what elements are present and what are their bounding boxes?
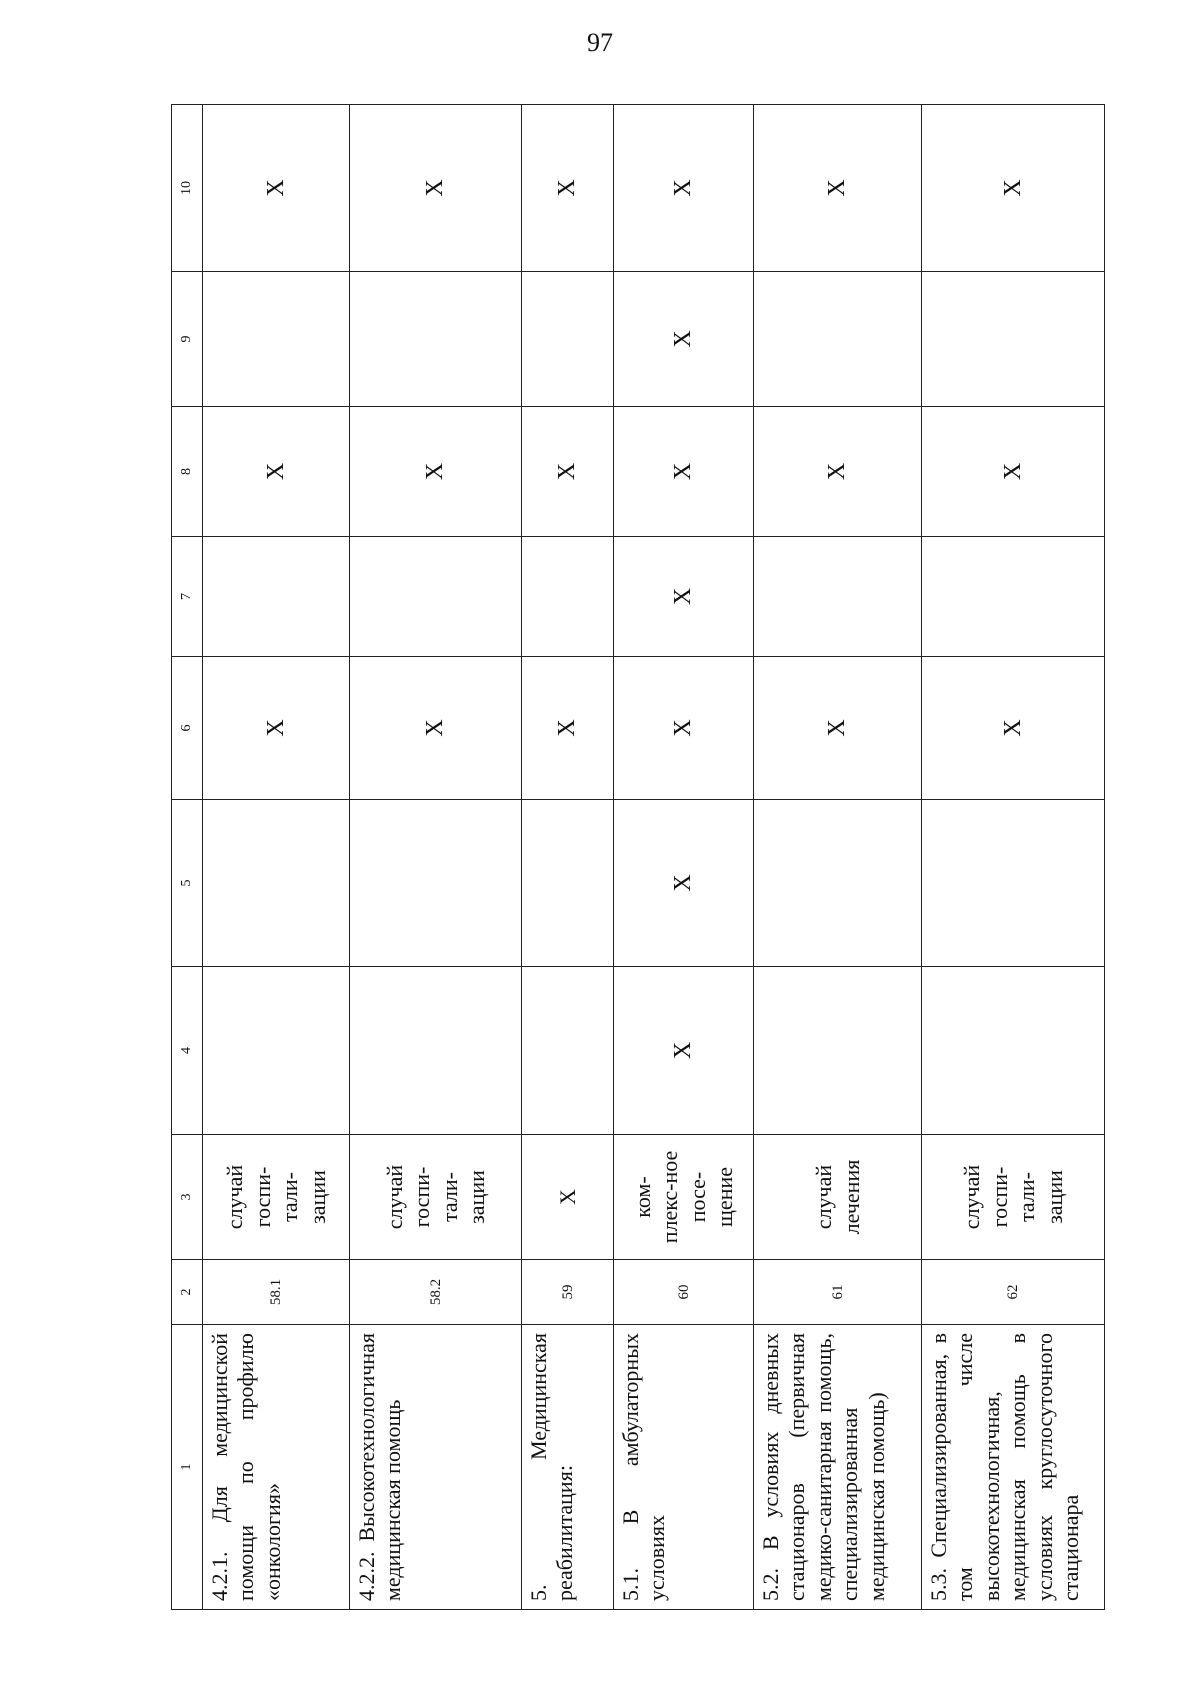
row-label: 5.3. Специализированная, в том числе высокотехнологичная, медицинская помощь в условиях круглосуточного стационара	[922, 1325, 1105, 1610]
cell-col4	[522, 967, 614, 1135]
unit-cell	[754, 1135, 922, 1260]
unit-text: случай госпи-тали-зации	[222, 1164, 330, 1230]
table-row	[350, 105, 522, 1610]
cell-col10: X	[203, 105, 350, 272]
unit-cell	[350, 1135, 522, 1260]
cell-col5	[922, 800, 1105, 967]
row-number: 58.2	[350, 1260, 522, 1325]
cell-col10: X	[522, 105, 614, 272]
column-number: 10	[172, 105, 203, 272]
unit-text: случай госпи-тали-зации	[381, 1164, 489, 1230]
table-row	[614, 105, 754, 1610]
column-number: 7	[172, 537, 203, 657]
unit-text: ком-плекс-ное посе-щение	[629, 1150, 737, 1244]
cell-col10: X	[922, 105, 1105, 272]
cell-col6: X	[922, 657, 1105, 800]
cell-col10: X	[350, 105, 522, 272]
table-row	[522, 105, 614, 1610]
column-number: 9	[172, 272, 203, 407]
row-number: 61	[754, 1260, 922, 1325]
cell-col10: X	[614, 105, 754, 272]
cell-col4	[350, 967, 522, 1135]
cell-col7	[350, 537, 522, 657]
cell-col5	[522, 800, 614, 967]
column-number: 4	[172, 967, 203, 1135]
unit-cell	[614, 1135, 754, 1260]
unit-cell	[922, 1135, 1105, 1260]
row-number: 62	[922, 1260, 1105, 1325]
row-label: 5. Медицинская реабилитация:	[522, 1325, 614, 1610]
cell-col9	[754, 272, 922, 407]
cell-col6: X	[350, 657, 522, 800]
cell-col8: X	[922, 407, 1105, 537]
cell-col7	[203, 537, 350, 657]
table-row	[922, 105, 1105, 1610]
row-number: 58.1	[203, 1260, 350, 1325]
cell-col4	[922, 967, 1105, 1135]
table-row	[203, 105, 350, 1610]
cell-col6: X	[754, 657, 922, 800]
cell-col5	[350, 800, 522, 967]
data-table	[171, 104, 1105, 1610]
cell-col10: X	[754, 105, 922, 272]
cell-col9	[350, 272, 522, 407]
cell-col9: X	[614, 272, 754, 407]
cell-col4	[203, 967, 350, 1135]
cell-col9	[922, 272, 1105, 407]
cell-col6: X	[614, 657, 754, 800]
column-number: 6	[172, 657, 203, 800]
cell-col8: X	[614, 407, 754, 537]
unit-cell	[522, 1135, 614, 1260]
column-number: 1	[172, 1325, 203, 1610]
page-number: 97	[587, 28, 613, 57]
cell-col8: X	[754, 407, 922, 537]
cell-col4	[754, 967, 922, 1135]
table-container	[171, 105, 1099, 1610]
row-label: 4.2.1. Для медицинской помощи по профилю «онкология»	[203, 1325, 350, 1610]
cell-col9	[522, 272, 614, 407]
cell-col5	[203, 800, 350, 967]
column-number-row	[172, 105, 203, 1610]
cell-col7	[522, 537, 614, 657]
cell-col6: X	[522, 657, 614, 800]
cell-col9	[203, 272, 350, 407]
column-number: 2	[172, 1260, 203, 1325]
row-number: 60	[614, 1260, 754, 1325]
cell-col7	[922, 537, 1105, 657]
unit-text: X	[554, 1189, 580, 1205]
column-number: 5	[172, 800, 203, 967]
row-label: 5.1. В амбулаторных условиях	[614, 1325, 754, 1610]
row-number: 59	[522, 1260, 614, 1325]
cell-col4: X	[614, 967, 754, 1135]
unit-cell	[203, 1135, 350, 1260]
unit-text: случай лечения	[811, 1159, 864, 1235]
cell-col6: X	[203, 657, 350, 800]
cell-col8: X	[203, 407, 350, 537]
unit-text: случай госпи-тали-зации	[959, 1164, 1067, 1230]
row-label: 5.2. В условиях дневных стационаров (первичная медико-санитарная помощь, специализированная медицинская помощь)	[754, 1325, 922, 1610]
cell-col8: X	[522, 407, 614, 537]
row-label: 4.2.2. Высокотехнологичная медицинская помощь	[350, 1325, 522, 1610]
column-number: 8	[172, 407, 203, 537]
cell-col5: X	[614, 800, 754, 967]
cell-col8: X	[350, 407, 522, 537]
column-number: 3	[172, 1135, 203, 1260]
table-row	[754, 105, 922, 1610]
cell-col7	[754, 537, 922, 657]
cell-col5	[754, 800, 922, 967]
cell-col7: X	[614, 537, 754, 657]
